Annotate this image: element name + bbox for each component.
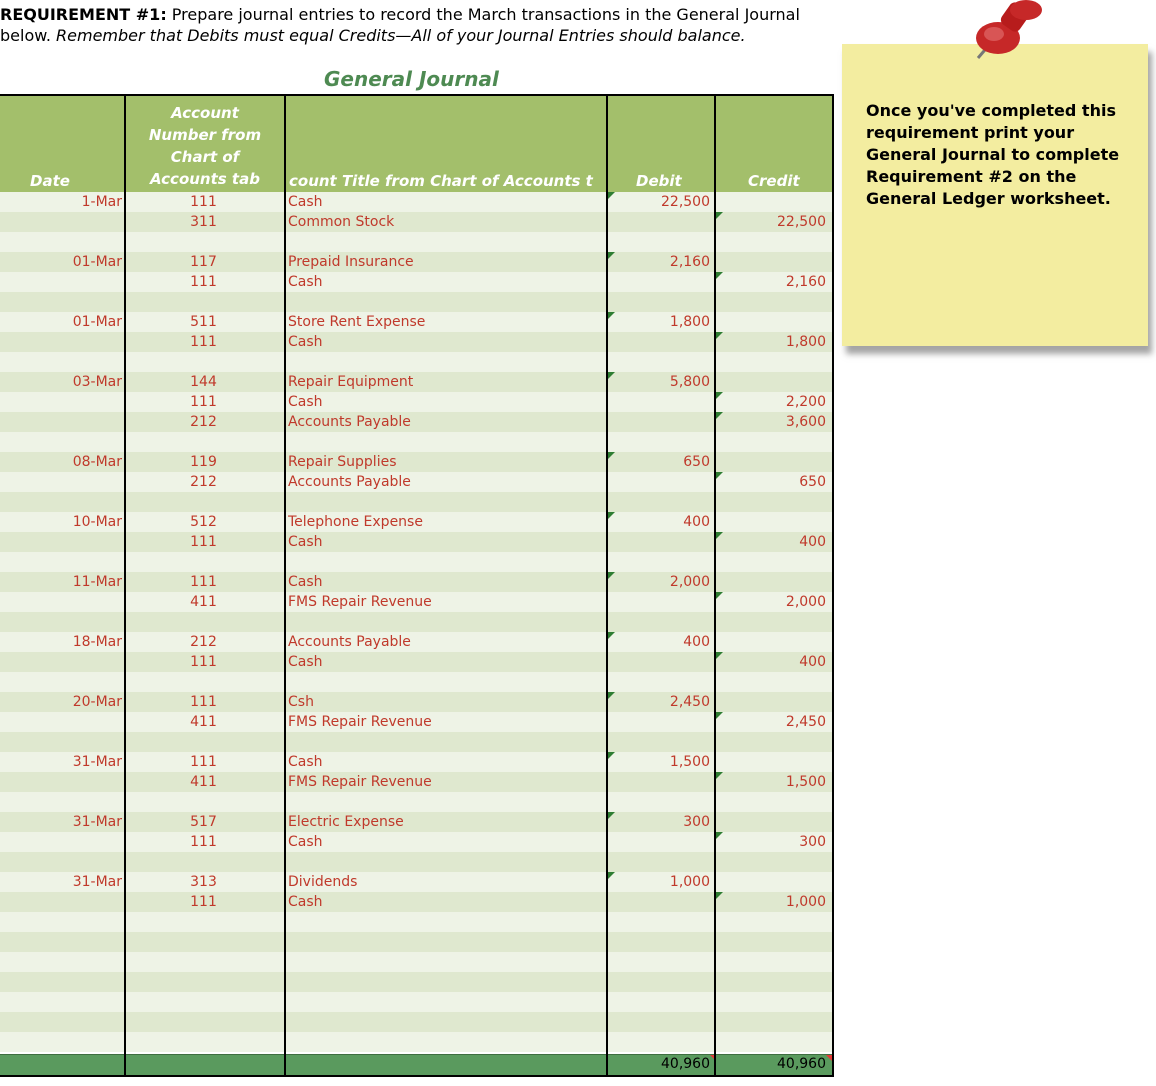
account-number-cell[interactable] — [126, 1012, 281, 1032]
header-account-number: Account Number from Chart of Accounts tab — [148, 104, 262, 188]
account-number-cell[interactable]: 511 — [190, 314, 217, 330]
header-credit: Credit — [748, 172, 800, 190]
cell-comment-marker — [716, 772, 723, 779]
account-number-cell[interactable] — [126, 732, 281, 752]
debit-cell[interactable]: 400 — [683, 634, 710, 650]
credit-cell[interactable]: 1,800 — [785, 334, 826, 350]
date-cell[interactable] — [0, 1032, 122, 1052]
pushpin-icon — [960, 0, 1050, 80]
cell-comment-marker — [608, 252, 615, 259]
account-number-cell[interactable] — [126, 552, 281, 572]
account-title-cell[interactable] — [288, 852, 606, 872]
account-title-cell[interactable] — [288, 672, 606, 692]
cell-comment-marker — [608, 192, 615, 199]
credit-cell[interactable]: 22,500 — [777, 214, 826, 230]
date-cell[interactable] — [0, 992, 122, 1012]
date-cell[interactable] — [0, 212, 122, 232]
debit-cell[interactable] — [610, 832, 710, 852]
date-cell[interactable] — [0, 852, 122, 872]
account-number-cell[interactable] — [126, 492, 281, 512]
account-title-cell[interactable] — [288, 612, 606, 632]
credit-cell[interactable]: 2,160 — [785, 274, 826, 290]
credit-cell[interactable] — [718, 812, 826, 832]
date-cell[interactable]: 10-Mar — [72, 514, 122, 530]
credit-cell[interactable]: 2,200 — [785, 394, 826, 410]
account-title-cell[interactable] — [288, 912, 606, 932]
account-number-cell[interactable]: 311 — [190, 214, 217, 230]
account-number-cell[interactable] — [126, 952, 281, 972]
credit-cell[interactable] — [718, 732, 826, 752]
debit-cell[interactable] — [610, 952, 710, 972]
date-cell[interactable]: 31-Mar — [72, 814, 122, 830]
credit-cell[interactable]: 2,000 — [785, 594, 826, 610]
account-number-cell[interactable]: 111 — [190, 834, 217, 850]
credit-cell[interactable] — [718, 852, 826, 872]
account-title-cell[interactable] — [288, 732, 606, 752]
credit-cell[interactable] — [718, 352, 826, 372]
date-cell[interactable] — [0, 932, 122, 952]
debit-cell[interactable] — [610, 552, 710, 572]
account-title-cell[interactable] — [288, 972, 606, 992]
credit-cell[interactable] — [718, 1012, 826, 1032]
debit-cell[interactable] — [610, 932, 710, 952]
date-cell[interactable] — [0, 592, 122, 612]
cell-comment-marker — [716, 272, 723, 279]
account-number-cell[interactable]: 212 — [190, 474, 217, 490]
debit-cell[interactable]: 5,800 — [669, 374, 710, 390]
debit-cell[interactable] — [610, 792, 710, 812]
account-title-cell[interactable] — [288, 492, 606, 512]
account-number-cell[interactable]: 111 — [190, 534, 217, 550]
credit-cell[interactable] — [718, 972, 826, 992]
account-title-cell[interactable]: Repair Supplies — [288, 454, 397, 470]
requirement-label: REQUIREMENT #1: — [0, 5, 167, 24]
requirement-italic: Remember that Debits must equal Credits—All of your Journal Entries should balance. — [56, 26, 746, 45]
debit-cell[interactable]: 650 — [683, 454, 710, 470]
credit-cell[interactable] — [718, 572, 826, 592]
credit-cell[interactable] — [718, 452, 826, 472]
account-number-cell[interactable]: 111 — [190, 754, 217, 770]
date-cell[interactable]: 03-Mar — [72, 374, 122, 390]
account-title-cell[interactable] — [288, 432, 606, 452]
date-cell[interactable] — [0, 772, 122, 792]
account-number-cell[interactable] — [126, 912, 281, 932]
credit-cell[interactable] — [718, 992, 826, 1012]
debit-cell[interactable] — [610, 1012, 710, 1032]
account-number-cell[interactable]: 313 — [190, 874, 217, 890]
account-title-cell[interactable]: Accounts Payable — [288, 634, 411, 650]
debit-cell[interactable] — [610, 232, 710, 252]
cell-comment-marker — [608, 572, 615, 579]
date-cell[interactable]: 20-Mar — [72, 694, 122, 710]
debit-cell[interactable] — [610, 432, 710, 452]
account-number-cell[interactable] — [126, 232, 281, 252]
account-number-cell[interactable]: 517 — [190, 814, 217, 830]
date-cell[interactable] — [0, 1012, 122, 1032]
column-divider — [284, 94, 286, 1076]
account-title-cell[interactable]: Cash — [288, 834, 323, 850]
date-cell[interactable] — [0, 432, 122, 452]
debit-cell[interactable] — [610, 532, 710, 552]
debit-cell[interactable] — [610, 732, 710, 752]
journal-title: General Journal — [324, 67, 499, 91]
date-cell[interactable] — [0, 352, 122, 372]
credit-cell[interactable] — [718, 952, 826, 972]
credit-cell[interactable]: 400 — [799, 534, 826, 550]
debit-cell[interactable] — [610, 592, 710, 612]
account-title-cell[interactable]: Cash — [288, 534, 323, 550]
credit-cell[interactable] — [718, 432, 826, 452]
credit-cell[interactable] — [718, 232, 826, 252]
account-title-cell[interactable]: FMS Repair Revenue — [288, 774, 432, 790]
debit-cell[interactable] — [610, 212, 710, 232]
account-title-cell[interactable] — [288, 552, 606, 572]
account-title-cell[interactable]: FMS Repair Revenue — [288, 594, 432, 610]
account-number-cell[interactable]: 144 — [190, 374, 217, 390]
debit-cell[interactable] — [610, 392, 710, 412]
debit-cell[interactable]: 2,450 — [669, 694, 710, 710]
account-number-cell[interactable]: 512 — [190, 514, 217, 530]
account-title-cell[interactable] — [288, 1032, 606, 1052]
account-title-cell[interactable] — [288, 352, 606, 372]
debit-cell[interactable]: 1,800 — [669, 314, 710, 330]
account-title-cell[interactable] — [288, 992, 606, 1012]
debit-cell[interactable] — [610, 292, 710, 312]
debit-cell[interactable] — [610, 972, 710, 992]
date-cell[interactable] — [0, 492, 122, 512]
debit-cell[interactable]: 300 — [683, 814, 710, 830]
column-divider — [714, 94, 716, 1076]
cell-comment-marker — [716, 532, 723, 539]
requirement-instructions — [0, 4, 840, 46]
cell-comment-marker — [608, 632, 615, 639]
date-cell[interactable] — [0, 612, 122, 632]
cell-comment-marker — [608, 512, 615, 519]
account-number-cell[interactable]: 111 — [190, 394, 217, 410]
account-title-cell[interactable]: Cash — [288, 654, 323, 670]
column-divider — [606, 94, 608, 1076]
account-number-cell[interactable]: 111 — [190, 194, 217, 210]
account-title-cell[interactable] — [288, 1012, 606, 1032]
credit-cell[interactable] — [718, 252, 826, 272]
account-title-cell[interactable]: Cash — [288, 574, 323, 590]
account-number-cell[interactable]: 111 — [190, 274, 217, 290]
account-number-cell[interactable] — [126, 432, 281, 452]
header-debit: Debit — [636, 172, 682, 190]
credit-cell[interactable] — [718, 612, 826, 632]
credit-cell[interactable] — [718, 752, 826, 772]
credit-cell[interactable] — [718, 492, 826, 512]
credit-cell[interactable] — [718, 1032, 826, 1052]
total-credit[interactable]: 40,960 — [777, 1056, 826, 1072]
date-cell[interactable] — [0, 292, 122, 312]
debit-cell[interactable] — [610, 772, 710, 792]
account-number-cell[interactable] — [126, 1032, 281, 1052]
debit-cell[interactable]: 22,500 — [661, 194, 710, 210]
debit-cell[interactable] — [610, 892, 710, 912]
account-title-cell[interactable]: FMS Repair Revenue — [288, 714, 432, 730]
account-number-cell[interactable] — [126, 352, 281, 372]
credit-cell[interactable] — [718, 632, 826, 652]
credit-cell[interactable] — [718, 912, 826, 932]
debit-cell[interactable] — [610, 612, 710, 632]
debit-cell[interactable] — [610, 672, 710, 692]
date-cell[interactable] — [0, 392, 122, 412]
credit-cell[interactable] — [718, 692, 826, 712]
account-number-cell[interactable] — [126, 992, 281, 1012]
account-title-cell[interactable]: Prepaid Insurance — [288, 254, 414, 270]
date-cell[interactable] — [0, 712, 122, 732]
account-number-cell[interactable] — [126, 672, 281, 692]
account-title-cell[interactable] — [288, 792, 606, 812]
account-title-cell[interactable]: Repair Equipment — [288, 374, 414, 390]
debit-cell[interactable]: 1,500 — [669, 754, 710, 770]
debit-cell[interactable] — [610, 652, 710, 672]
cell-comment-marker — [608, 752, 615, 759]
cell-comment-marker — [608, 692, 615, 699]
account-title-cell[interactable]: Cash — [288, 334, 323, 350]
date-cell[interactable]: 11-Mar — [72, 574, 122, 590]
date-cell[interactable] — [0, 332, 122, 352]
date-cell[interactable] — [0, 652, 122, 672]
date-cell[interactable] — [0, 972, 122, 992]
account-number-cell[interactable]: 411 — [190, 774, 217, 790]
date-cell[interactable] — [0, 832, 122, 852]
cell-comment-marker — [716, 712, 723, 719]
date-cell[interactable] — [0, 232, 122, 252]
credit-cell[interactable] — [718, 552, 826, 572]
date-cell[interactable] — [0, 272, 122, 292]
account-number-cell[interactable]: 411 — [190, 594, 217, 610]
account-title-cell[interactable]: Common Stock — [288, 214, 395, 230]
debit-cell[interactable] — [610, 332, 710, 352]
cell-comment-marker — [608, 372, 615, 379]
debit-cell[interactable] — [610, 412, 710, 432]
account-title-cell[interactable] — [288, 952, 606, 972]
credit-cell[interactable]: 650 — [799, 474, 826, 490]
account-number-cell[interactable]: 212 — [190, 414, 217, 430]
debit-cell[interactable]: 400 — [683, 514, 710, 530]
date-cell[interactable]: 01-Mar — [72, 254, 122, 270]
credit-cell[interactable] — [718, 192, 826, 212]
debit-cell[interactable] — [610, 472, 710, 492]
cell-comment-marker — [608, 452, 615, 459]
credit-cell[interactable] — [718, 512, 826, 532]
credit-cell[interactable] — [718, 672, 826, 692]
credit-cell[interactable]: 1,500 — [785, 774, 826, 790]
date-cell[interactable]: 31-Mar — [72, 874, 122, 890]
cell-comment-marker — [608, 312, 615, 319]
account-number-cell[interactable]: 111 — [190, 694, 217, 710]
account-title-cell[interactable]: Store Rent Expense — [288, 314, 426, 330]
account-title-cell[interactable]: Csh — [288, 694, 314, 710]
debit-cell[interactable] — [610, 992, 710, 1012]
account-title-cell[interactable]: Cash — [288, 894, 323, 910]
credit-cell[interactable]: 300 — [799, 834, 826, 850]
credit-cell[interactable]: 1,000 — [785, 894, 826, 910]
date-cell[interactable] — [0, 672, 122, 692]
date-cell[interactable] — [0, 912, 122, 932]
debit-cell[interactable] — [610, 492, 710, 512]
credit-cell[interactable]: 2,450 — [785, 714, 826, 730]
account-title-cell[interactable] — [288, 232, 606, 252]
debit-cell[interactable]: 1,000 — [669, 874, 710, 890]
account-title-cell[interactable]: Electric Expense — [288, 814, 404, 830]
account-number-cell[interactable] — [126, 792, 281, 812]
date-cell[interactable] — [0, 412, 122, 432]
total-debit[interactable]: 40,960 — [661, 1056, 710, 1072]
date-cell[interactable] — [0, 732, 122, 752]
requirement-text: Prepare journal entries to record the March transactions in the General Journal below. — [0, 5, 800, 45]
account-number-cell[interactable]: 111 — [190, 654, 217, 670]
credit-cell[interactable] — [718, 372, 826, 392]
header-account-title: count Title from Chart of Accounts t — [289, 172, 593, 190]
account-number-cell[interactable]: 212 — [190, 634, 217, 650]
cell-comment-marker — [608, 872, 615, 879]
date-cell[interactable]: 18-Mar — [72, 634, 122, 650]
date-cell[interactable] — [0, 532, 122, 552]
account-number-cell[interactable]: 111 — [190, 894, 217, 910]
account-number-cell[interactable]: 411 — [190, 714, 217, 730]
credit-cell[interactable] — [718, 312, 826, 332]
credit-cell[interactable]: 400 — [799, 654, 826, 670]
date-cell[interactable] — [0, 792, 122, 812]
cell-comment-marker — [716, 652, 723, 659]
account-number-cell[interactable] — [126, 852, 281, 872]
credit-cell[interactable] — [718, 292, 826, 312]
account-title-cell[interactable]: Telephone Expense — [288, 514, 423, 530]
sticky-note-text: Once you've completed this requirement print your General Journal to complete Requirement #2 on the General Ledger worksheet. — [866, 101, 1120, 208]
account-number-cell[interactable] — [126, 612, 281, 632]
debit-cell[interactable] — [610, 912, 710, 932]
cell-comment-marker — [716, 892, 723, 899]
account-title-cell[interactable]: Cash — [288, 394, 323, 410]
cell-comment-marker — [716, 592, 723, 599]
date-cell[interactable] — [0, 552, 122, 572]
credit-cell[interactable]: 3,600 — [785, 414, 826, 430]
account-number-cell[interactable] — [126, 932, 281, 952]
account-number-cell[interactable]: 111 — [190, 574, 217, 590]
cell-comment-marker — [716, 212, 723, 219]
debit-cell[interactable] — [610, 272, 710, 292]
account-number-cell[interactable] — [126, 292, 281, 312]
date-cell[interactable]: 1-Mar — [81, 194, 122, 210]
cell-comment-marker — [716, 332, 723, 339]
cell-comment-marker — [608, 812, 615, 819]
credit-cell[interactable] — [718, 792, 826, 812]
account-number-cell[interactable] — [126, 972, 281, 992]
general-journal-table — [0, 94, 834, 1076]
column-divider — [124, 94, 126, 1076]
account-title-cell[interactable]: Cash — [288, 274, 323, 290]
credit-cell[interactable] — [718, 872, 826, 892]
debit-cell[interactable]: 2,160 — [669, 254, 710, 270]
cell-comment-marker — [716, 472, 723, 479]
account-number-cell[interactable]: 111 — [190, 334, 217, 350]
cell-comment-marker — [716, 392, 723, 399]
account-number-cell[interactable]: 117 — [190, 254, 217, 270]
date-cell[interactable] — [0, 892, 122, 912]
account-title-cell[interactable]: Cash — [288, 754, 323, 770]
account-title-cell[interactable]: Accounts Payable — [288, 474, 411, 490]
column-divider — [832, 94, 834, 1076]
debit-cell[interactable] — [610, 852, 710, 872]
debit-cell[interactable] — [610, 712, 710, 732]
account-title-cell[interactable] — [288, 932, 606, 952]
account-title-cell[interactable] — [288, 292, 606, 312]
cell-comment-marker — [716, 412, 723, 419]
account-title-cell[interactable]: Dividends — [288, 874, 358, 890]
debit-cell[interactable] — [610, 352, 710, 372]
debit-cell[interactable] — [610, 1032, 710, 1052]
debit-cell[interactable]: 2,000 — [669, 574, 710, 590]
date-cell[interactable] — [0, 952, 122, 972]
account-title-cell[interactable]: Cash — [288, 194, 323, 210]
account-number-cell[interactable]: 119 — [190, 454, 217, 470]
cell-comment-marker — [716, 832, 723, 839]
credit-cell[interactable] — [718, 932, 826, 952]
date-cell[interactable]: 08-Mar — [72, 454, 122, 470]
date-cell[interactable]: 31-Mar — [72, 754, 122, 770]
account-title-cell[interactable]: Accounts Payable — [288, 414, 411, 430]
date-cell[interactable]: 01-Mar — [72, 314, 122, 330]
header-date: Date — [30, 172, 70, 190]
date-cell[interactable] — [0, 472, 122, 492]
